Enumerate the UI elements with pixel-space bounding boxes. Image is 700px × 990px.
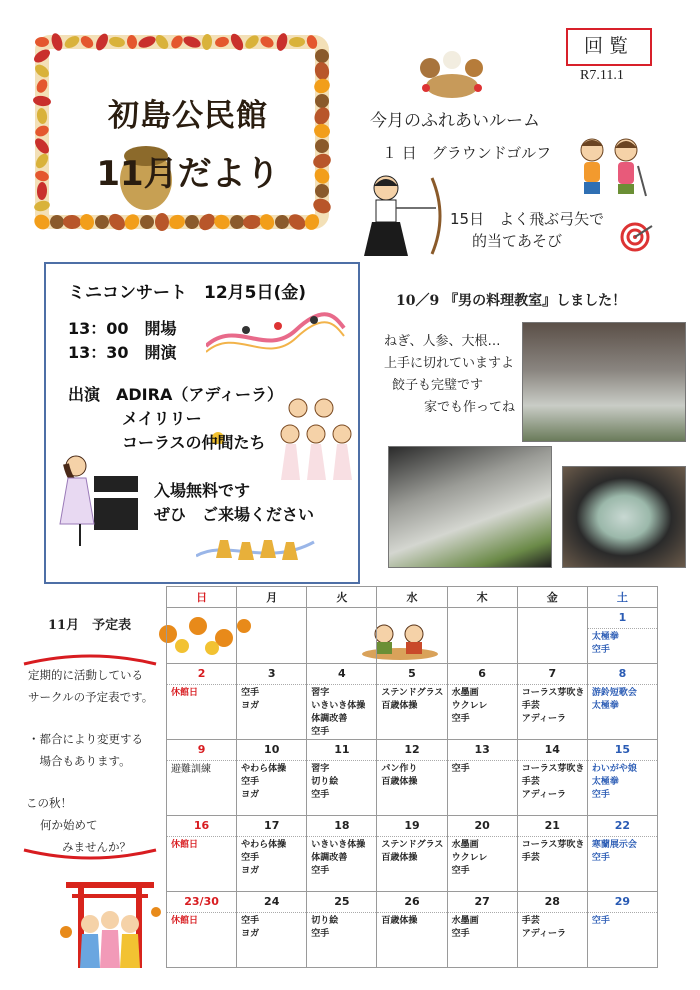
- calendar-event: ウクレレ: [451, 853, 488, 863]
- side-note-3: ・都合により変更する: [28, 732, 143, 746]
- kids-golf-icon: [570, 136, 648, 202]
- calendar-day-cell: [447, 816, 517, 892]
- calendar-day-cell: [517, 816, 587, 892]
- side-note-6: 何か始めて: [40, 818, 98, 832]
- calendar-day-cell: [587, 664, 657, 740]
- calendar-event: 手芸: [521, 853, 540, 863]
- calendar-event: パン作り: [381, 764, 418, 774]
- calendar-day-cell: [517, 740, 587, 816]
- calendar-day-number: 7: [518, 664, 587, 685]
- concert-performer-2: メイリリー: [122, 409, 202, 428]
- calendar-event: 空手: [241, 777, 260, 787]
- calendar-event: 空手: [591, 916, 610, 926]
- calendar-event: 空手: [241, 916, 260, 926]
- side-note-1: 定期的に活動している: [28, 668, 143, 682]
- calendar-day-number: 21: [518, 816, 587, 837]
- calendar-day-number: 4: [307, 664, 376, 685]
- calendar-event: 習字: [311, 688, 330, 698]
- issue-date: R7.11.1: [580, 68, 624, 83]
- fureai-item-archery-2: 的当てあそび: [472, 232, 563, 250]
- calendar-day-cell: [237, 892, 307, 968]
- calendar-day-number: 26: [377, 892, 446, 913]
- calendar-event: 空手: [591, 645, 610, 655]
- calendar-day-cell: [447, 740, 517, 816]
- calendar-event: 太極拳: [591, 701, 619, 711]
- calendar-day-number: [377, 608, 446, 628]
- calendar-day-cell: [447, 664, 517, 740]
- calendar-event: 空手: [241, 688, 260, 698]
- calendar-day-cell: [587, 816, 657, 892]
- calendar-event: 空手: [451, 929, 470, 939]
- fureai-item-golf: １ 日 グラウンドゴルフ: [382, 144, 552, 162]
- calendar-event: ヨガ: [241, 790, 260, 800]
- calendar-event: ヨガ: [241, 929, 260, 939]
- calendar-event: 空手: [591, 790, 610, 800]
- archer-icon: [356, 172, 448, 260]
- calendar-header-tue: 火: [307, 587, 377, 608]
- calendar-header-thu: 木: [447, 587, 517, 608]
- calendar-event: わいがや娘: [591, 764, 637, 774]
- calendar-day-cell: [587, 608, 657, 664]
- mini-concert-panel: [44, 262, 360, 584]
- cooking-photo-2: [388, 446, 552, 568]
- calendar-event: アディーラ: [521, 790, 566, 800]
- calendar-day-number: 2: [167, 664, 236, 685]
- calendar-event: 百歳体操: [381, 701, 418, 711]
- calendar-event: 太極拳: [591, 632, 619, 642]
- target-icon: [618, 222, 654, 252]
- calendar-day-number: 17: [237, 816, 306, 837]
- calendar-event: ステンドグラス: [381, 840, 444, 850]
- calendar-event: 切り絵: [311, 777, 339, 787]
- pianist-icon: [50, 446, 142, 550]
- side-note-4: 場合もあります。: [28, 754, 131, 768]
- calendar-event: 手芸: [521, 701, 540, 711]
- calendar-event: いきいき体操: [311, 840, 366, 850]
- calendar-event: ステンドグラス: [381, 688, 444, 698]
- calendar-day-cell: [237, 608, 307, 664]
- november-calendar: [166, 586, 658, 968]
- calendar-day-cell: [377, 816, 447, 892]
- calendar-day-number: 15: [588, 740, 657, 761]
- calendar-event: 休館日: [171, 916, 199, 926]
- calendar-event: ヨガ: [241, 866, 260, 876]
- calendar-event: やわら体操: [241, 840, 287, 850]
- handbells-icon: [196, 532, 316, 568]
- calendar-header-sat: 土: [587, 587, 657, 608]
- calendar-day-cell: [167, 892, 237, 968]
- calendar-header-mon: 月: [237, 587, 307, 608]
- calendar-event: 百歳体操: [381, 777, 418, 787]
- side-note-2: サークルの予定表です。: [28, 690, 154, 704]
- calendar-day-number: 27: [448, 892, 517, 913]
- calendar-event: 体調改善: [311, 853, 348, 863]
- calendar-event: アディーラ: [521, 714, 566, 724]
- calendar-event: 習字: [311, 764, 330, 774]
- calendar-day-number: 1: [588, 608, 657, 629]
- calendar-day-number: [167, 608, 236, 628]
- cooking-caption-3: 餃子も完璧です: [392, 378, 484, 393]
- calendar-week-row: [167, 816, 658, 892]
- calendar-event: 百歳体操: [381, 853, 418, 863]
- calendar-event: コーラス芽吹き: [521, 840, 585, 850]
- calendar-day-cell: [167, 608, 237, 664]
- calendar-day-number: 8: [588, 664, 657, 685]
- calendar-day-number: 24: [237, 892, 306, 913]
- calendar-day-cell: [517, 892, 587, 968]
- calendar-week-row: [167, 608, 658, 664]
- calendar-day-cell: [447, 608, 517, 664]
- calendar-day-number: [448, 608, 517, 628]
- calendar-event: 空手: [451, 764, 470, 774]
- calendar-day-cell: [517, 664, 587, 740]
- calendar-day-number: 28: [518, 892, 587, 913]
- calendar-day-cell: [377, 608, 447, 664]
- cooking-caption-4: 家でも作ってね: [424, 400, 516, 415]
- calendar-day-cell: [167, 664, 237, 740]
- calendar-day-number: 20: [448, 816, 517, 837]
- calendar-day-number: 18: [307, 816, 376, 837]
- fureai-item-archery: 15日 よく飛ぶ弓矢で: [450, 210, 605, 228]
- calendar-event: ヨガ: [241, 701, 260, 711]
- cooking-caption-1: ねぎ、人参、大根…: [384, 334, 501, 349]
- calendar-day-number: 9: [167, 740, 236, 761]
- calendar-header-wed: 水: [377, 587, 447, 608]
- calendar-day-number: [237, 608, 306, 628]
- calendar-event: 体調改善: [311, 714, 348, 724]
- side-note-5: この秋！: [26, 796, 72, 810]
- calendar-event: ウクレレ: [451, 701, 488, 711]
- cooking-caption-2: 上手に切れていますよ: [384, 356, 515, 371]
- calendar-day-number: 11: [307, 740, 376, 761]
- calendar-day-cell: [237, 664, 307, 740]
- calendar-day-number: 3: [237, 664, 306, 685]
- calendar-week-row: [167, 740, 658, 816]
- calendar-day-number: 29: [588, 892, 657, 913]
- calendar-week-row: [167, 664, 658, 740]
- calendar-day-cell: [307, 892, 377, 968]
- concert-open-time: 13：00 開場: [68, 319, 177, 338]
- cooking-photo-3: [562, 466, 686, 568]
- calendar-event: 休館日: [171, 688, 199, 698]
- concert-title: ミニコンサート 12月5日(金): [68, 283, 307, 303]
- calendar-event: アディーラ: [521, 929, 566, 939]
- calendar-day-number: 5: [377, 664, 446, 685]
- calendar-event: 百歳体操: [381, 916, 418, 926]
- calendar-event: 游鈴短歌会: [591, 688, 637, 698]
- calendar-day-cell: [307, 740, 377, 816]
- calendar-day-cell: [237, 740, 307, 816]
- calendar-header-fri: 金: [517, 587, 587, 608]
- cooking-photo-1: [522, 322, 686, 442]
- cooking-class-title: 10／9 『男の料理教室』しました！: [396, 293, 627, 309]
- calendar-day-number: 25: [307, 892, 376, 913]
- calendar-day-cell: [587, 740, 657, 816]
- calendar-event: やわら体操: [241, 764, 287, 774]
- calendar-day-number: 23/30: [167, 892, 236, 913]
- calendar-day-cell: [307, 664, 377, 740]
- calendar-event: 避難訓練: [171, 764, 211, 775]
- calendar-event: コーラス芽吹き: [521, 688, 585, 698]
- calendar-event: 空手: [311, 790, 330, 800]
- concert-performers-label: 出演 ADIRA（アディーラ）: [68, 385, 284, 404]
- calendar-day-cell: [587, 892, 657, 968]
- calendar-event: 空手: [311, 929, 330, 939]
- calendar-day-number: 6: [448, 664, 517, 685]
- calendar-event: 水墨画: [451, 840, 479, 850]
- forest-animals-icon: [412, 42, 492, 100]
- calendar-day-number: 14: [518, 740, 587, 761]
- newsletter-title: 初島公民館: [108, 98, 268, 134]
- calendar-day-number: 13: [448, 740, 517, 761]
- calendar-event: 手芸: [521, 777, 540, 787]
- calendar-day-cell: [307, 608, 377, 664]
- fureai-room-title: 今月のふれあいルーム: [370, 111, 540, 131]
- calendar-event: 手芸: [521, 916, 540, 926]
- calendar-day-cell: [167, 816, 237, 892]
- concert-start-time: 13：30 開演: [68, 343, 177, 362]
- calendar-event: 空手: [311, 727, 330, 737]
- shrine-kids-icon: [58, 872, 162, 980]
- concert-invitation: ぜひ ご来場ください: [154, 505, 315, 524]
- calendar-event: 空手: [591, 853, 610, 863]
- calendar-event: いきいき体操: [311, 701, 366, 711]
- calendar-day-number: [518, 608, 587, 628]
- calendar-day-cell: [517, 608, 587, 664]
- calendar-day-cell: [167, 740, 237, 816]
- calendar-day-cell: [377, 892, 447, 968]
- calendar-event: 休館日: [171, 840, 199, 850]
- calendar-event: 切り絵: [311, 916, 339, 926]
- calendar-event: 水墨画: [451, 688, 479, 698]
- calendar-event: 空手: [451, 866, 470, 876]
- music-notes-icon: [206, 308, 346, 358]
- calendar-day-cell: [377, 740, 447, 816]
- calendar-day-cell: [307, 816, 377, 892]
- calendar-day-cell: [377, 664, 447, 740]
- calendar-day-number: 10: [237, 740, 306, 761]
- calendar-day-number: [307, 608, 376, 628]
- circulation-stamp: 回覧: [566, 28, 652, 66]
- calendar-day-number: 12: [377, 740, 446, 761]
- calendar-header-sun: 日: [167, 587, 237, 608]
- newsletter-subtitle: 11月だより: [96, 154, 280, 194]
- calendar-event: 寒蘭展示会: [591, 840, 637, 850]
- schedule-label: 11月 予定表: [48, 618, 132, 633]
- calendar-day-number: 22: [588, 816, 657, 837]
- calendar-event: 水墨画: [451, 916, 479, 926]
- calendar-event: 空手: [311, 866, 330, 876]
- calendar-event: コーラス芽吹き: [521, 764, 585, 774]
- calendar-day-cell: [447, 892, 517, 968]
- side-note-7: みませんか？: [62, 840, 131, 854]
- calendar-event: 空手: [451, 714, 470, 724]
- calendar-day-number: 16: [167, 816, 236, 837]
- concert-performer-3: コーラスの仲間たち: [122, 433, 266, 452]
- title-wreath: [28, 28, 336, 236]
- calendar-day-cell: [237, 816, 307, 892]
- concert-free-entry: 入場無料です: [154, 481, 251, 500]
- calendar-event: 太極拳: [591, 777, 619, 787]
- choir-icon: [278, 396, 358, 482]
- calendar-day-number: 19: [377, 816, 446, 837]
- calendar-event: 空手: [241, 853, 260, 863]
- calendar-week-row: [167, 892, 658, 968]
